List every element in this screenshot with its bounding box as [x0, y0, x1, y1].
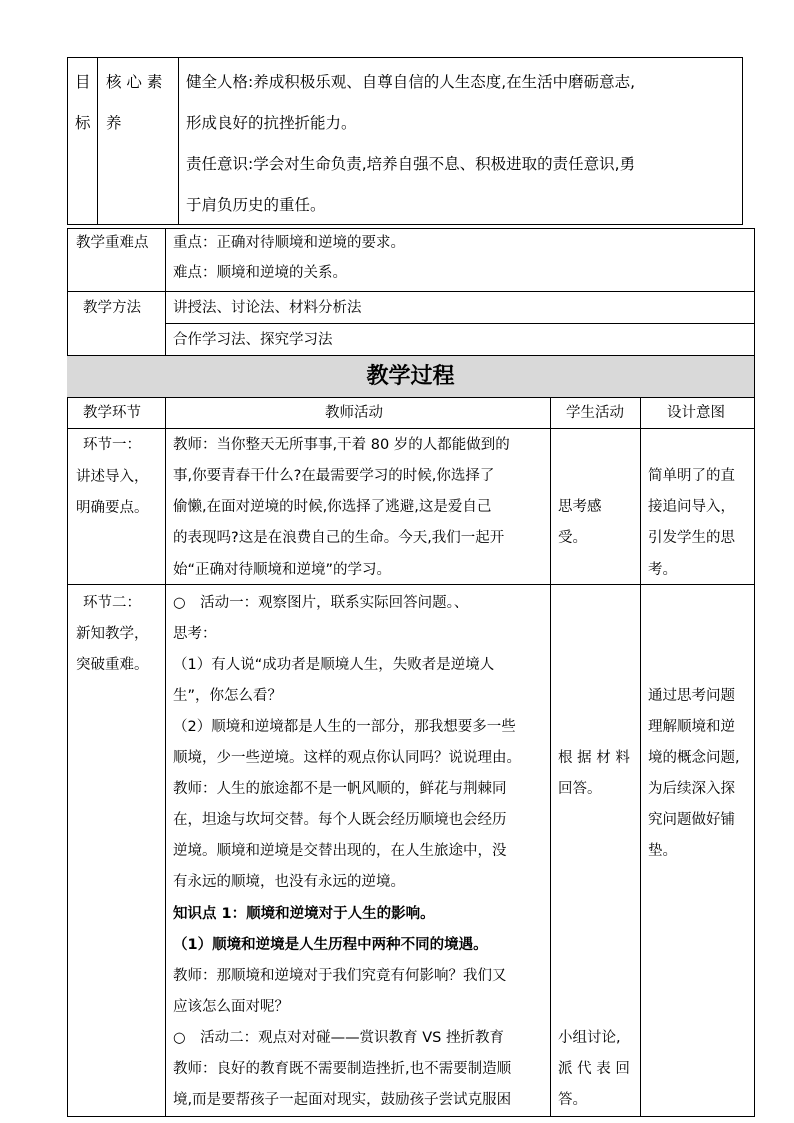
row2-stage-2: 新知教学，	[76, 626, 149, 642]
row1-intent-1: 简单明了的直	[648, 468, 735, 484]
row2-teacher-1: ○ 活动一：观察图片，联系实际回答问题。、	[173, 595, 469, 611]
row1-teacher-5: 始“正确对待顺境和逆境”的学习。	[173, 562, 392, 578]
row2-teacher-5: （2）顺境和逆境都是人生的一部分，那我想要多一些	[173, 719, 516, 735]
row2-teacher-10: 有永远的顺境，也没有永远的逆境。	[173, 874, 405, 890]
goal-col2-line1: 核 心 素	[106, 73, 163, 91]
row2-student-a2: 回答。	[558, 781, 602, 797]
row2-intent-3: 境的概念问题,	[648, 750, 740, 766]
methods-label: 教学方法	[83, 300, 141, 316]
row2-stage-1: 环节二：	[83, 595, 141, 611]
goal-col2-line2: 养	[106, 114, 122, 132]
process-banner-title: 教学过程	[366, 364, 455, 389]
row2-teacher-7: 教师：人生的旅途都不是一帆风顺的，鲜花与荆棘同	[173, 781, 507, 797]
row2-knowledge-sub: （1）顺境和逆境是人生历程中两种不同的境遇。	[173, 937, 488, 953]
row2-teacher-15: ○ 活动二：观点对对碰——赏识教育 VS 挫折教育	[173, 1030, 504, 1046]
row2-intent-4: 为后续深入探	[648, 781, 735, 797]
row2-intent-5: 究问题做好铺	[648, 812, 735, 828]
row1-stage-1: 环节一：	[83, 437, 141, 453]
row2-student-a1: 根 据 材 料	[558, 750, 630, 766]
goal-col1-line2: 标	[75, 114, 91, 132]
header-student: 学生活动	[566, 405, 624, 421]
keypoints-line-1: 重点：正确对待顺境和逆境的要求。	[173, 235, 405, 251]
row2-intent-2: 理解顺境和逆	[648, 719, 735, 735]
row2-teacher-4: 生”，你怎么看？	[173, 688, 283, 704]
row2-stage-3: 突破重难。	[76, 657, 149, 673]
row2-student-b2: 派 代 表 回	[558, 1061, 630, 1077]
goal-line-4: 于肩负历史的重任。	[186, 196, 326, 214]
row2-teacher-14: 应该怎么面对呢？	[173, 999, 289, 1015]
row2-teacher-17: 境,而是要帮孩子一起面对现实，鼓励孩子尝试克服困	[173, 1092, 512, 1108]
row2-teacher-2: 思考：	[173, 626, 217, 642]
row2-student-b1: 小组讨论,	[558, 1030, 621, 1046]
row1-intent-4: 考。	[648, 562, 677, 578]
header-stage: 教学环节	[83, 405, 141, 421]
row2-intent-6: 垫。	[648, 843, 677, 859]
goal-line-1: 健全人格:养成积极乐观、自尊自信的人生态度,在生活中磨砺意志,	[186, 73, 636, 91]
row2-teacher-13: 教师：那顺境和逆境对于我们究竟有何影响？我们又	[173, 968, 507, 984]
row2-teacher-16: 教师：良好的教育既不需要制造挫折,也不需要制造顺	[173, 1061, 512, 1077]
row2-knowledge-point: 知识点 1：顺境和逆境对于人生的影响。	[173, 906, 435, 922]
row1-intent-3: 引发学生的思	[648, 530, 735, 546]
row1-intent-2: 接追问导入，	[648, 499, 735, 515]
row1-teacher-2: 事,你要青春干什么?在最需要学习的时候,你选择了	[173, 468, 495, 484]
row1-teacher-4: 的表现吗?这是在浪费自己的生命。今天,我们一起开	[173, 530, 505, 546]
methods-row-2: 合作学习法、探究学习法	[173, 332, 333, 348]
row2-teacher-9: 逆境。顺境和逆境是交替出现的，在人生旅途中，没	[173, 843, 507, 859]
row1-teacher-3: 偷懒,在面对逆境的时候,你选择了逃避,这是爱自己	[173, 499, 492, 515]
row2-teacher-3: （1）有人说“成功者是顺境人生，失败者是逆境人	[173, 657, 495, 673]
row2-teacher-8: 在，坦途与坎坷交替。每个人既会经历顺境也会经历	[173, 812, 507, 828]
goal-line-2: 形成良好的抗挫折能力。	[186, 114, 357, 132]
keypoints-line-2: 难点：顺境和逆境的关系。	[173, 265, 347, 281]
header-teacher: 教师活动	[325, 405, 383, 421]
row2-student-b3: 答。	[558, 1092, 587, 1108]
row1-stage-3: 明确要点。	[76, 500, 149, 516]
row2-teacher-6: 顺境，少一些逆境。这样的观点你认同吗？说说理由。	[173, 750, 521, 766]
row1-stage-2: 讲述导入，	[76, 469, 149, 485]
goal-col1-line1: 目	[75, 73, 91, 91]
keypoints-label: 教学重难点	[76, 235, 149, 251]
row2-intent-1: 通过思考问题	[648, 688, 735, 704]
row1-student-2: 受。	[558, 530, 587, 546]
header-intent: 设计意图	[667, 405, 725, 421]
methods-row-1: 讲授法、讨论法、材料分析法	[173, 300, 362, 316]
row1-teacher-1: 教师：当你整天无所事事,干着 80 岁的人都能做到的	[173, 437, 510, 453]
row1-student-1: 思考感	[558, 499, 602, 515]
goal-line-3: 责任意识:学会对生命负责,培养自强不息、积极进取的责任意识,勇	[186, 155, 636, 173]
